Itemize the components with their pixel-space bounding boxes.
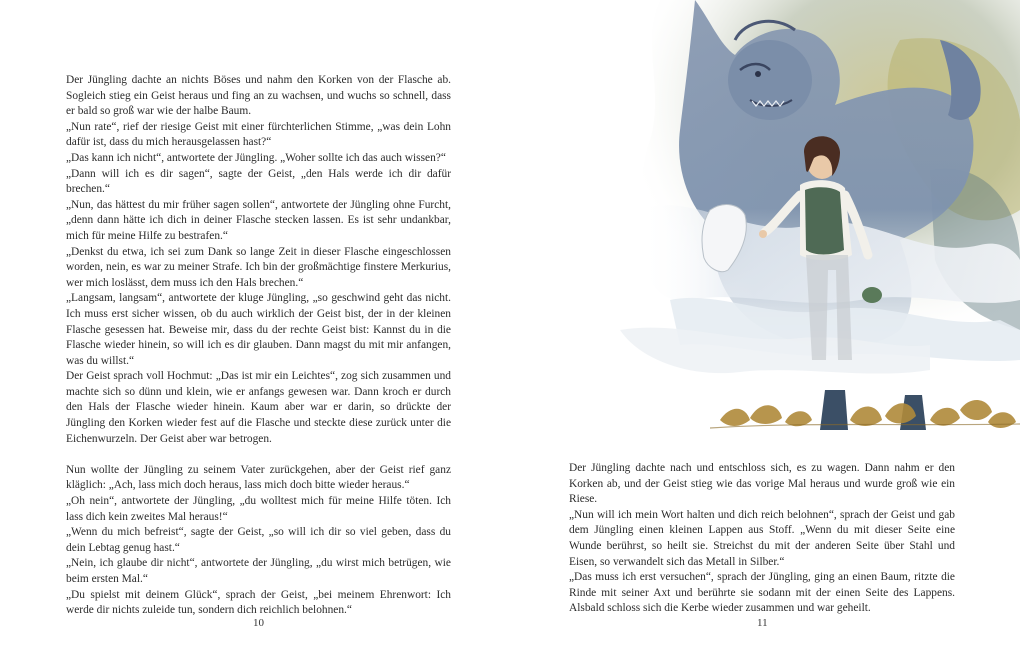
- paragraph: „Nun, das hättest du mir früher sagen sollen“, antwortete der Jüngling ohne Furcht, „denn dann hätte ich dich in deiner Flasche stecken lassen. Es ist sehr undankbar, mich für meine Hilfe zu bestrafen.“: [66, 198, 451, 242]
- right-page: [510, 0, 1020, 664]
- paragraph: „Wenn du mich befreist“, sagte der Geist, „so will ich dir so viel geben, dass du dein Lebtag genug hast.“: [66, 526, 451, 554]
- paragraph: „Das kann ich nicht“, antwortete der Jüngling. „Woher sollte ich das auch wissen?“: [66, 151, 446, 164]
- paragraph: Der Jüngling dachte nach und entschloss sich, es zu wagen. Dann nahm er den Korken ab, und der Geist stieg wie das vorige Mal heraus und wurde groß wie ein Riese.: [569, 462, 955, 506]
- paragraph: Der Jüngling dachte an nichts Böses und nahm den Korken von der Flasche ab. Sogleich stieg ein Geist heraus und fing an zu wachsen, und wuchs so schnell, dass er bald so groß war wie der halbe Baum.: [66, 74, 451, 118]
- genie-illustration: [600, 0, 1020, 445]
- right-page-text: [569, 461, 955, 617]
- paragraph: „Langsam, langsam“, antwortete der kluge Jüngling, „so geschwind geht das nicht. Ich muss erst sicher wissen, ob du auch wirklich der Geist bist, der in der kleinen Flasche gesessen hat. Beweise mir, dass du der rechte Geist bist: Kannst du in die Flasche wieder hinein, so will ich es dir glauben. Dann magst du mit mir anfangen, was du willst.“: [66, 292, 451, 367]
- paragraph: „Das muss ich erst versuchen“, sprach der Jüngling, ging an einen Baum, ritzte die Rinde mit seiner Axt und berührte sie sodann mit der einen Seite des Lappens. Alsbald schloss sich die Kerbe wieder zusammen und war geheilt.: [569, 571, 955, 615]
- page-number-right: 11: [757, 617, 768, 629]
- paragraph: „Du spielst mit deinem Glück“, sprach der Geist, „bei meinem Ehrenwort: Ich werde dir nichts zuleide tun, sondern dich reichlich belohnen.“: [66, 588, 451, 617]
- paragraph: „Nun rate“, rief der riesige Geist mit einer fürchterlichen Stimme, „was dein Lohn dafür ist, dass du mich herausgelassen hast?“: [66, 120, 451, 149]
- section-gap: [66, 447, 451, 463]
- paragraph: „Denkst du etwa, ich sei zum Dank so lange Zeit in dieser Flasche eingeschlossen worden, nein, es war zu meiner Strafe. Ich bin der großmächtige finstere Merkurius, wer mich loslässt, dem muss ich den Hals brechen.“: [66, 245, 451, 289]
- paragraph: „Nein, ich glaube dir nicht“, antwortete der Jüngling, „du wirst mich betrügen, wie beim ersten Mal.“: [66, 557, 451, 585]
- paragraph: „Oh nein“, antwortete der Jüngling, „du wolltest mich für meine Hilfe töten. Ich lass dich kein zweites Mal heraus!“: [66, 495, 451, 523]
- paragraph: Nun wollte der Jüngling zu seinem Vater zurückgehen, aber der Geist rief ganz kläglich: „Ach, lass mich doch heraus, lass mich doch bitte wieder heraus.“: [66, 463, 451, 492]
- paragraph: „Dann will ich es dir sagen“, sagte der Geist, „den Hals werde ich dir dafür brechen.“: [66, 167, 451, 196]
- leaves: [720, 400, 1016, 428]
- left-page-text: [66, 73, 451, 619]
- page-number-left: 10: [253, 617, 264, 629]
- paragraph: „Nun will ich mein Wort halten und dich reich belohnen“, sprach der Geist und gab dem Jüngling einen kleinen Lappen aus Stoff. „Wenn du mit dieser Seite eine Wunde berührst, so heilt sie. Streichst du mit der anderen Seite über Stahl und Eisen, so verwandelt sich das Metall in Silber.“: [569, 508, 955, 568]
- paragraph: Der Geist sprach voll Hochmut: „Das ist mir ein Leichtes“, zog sich zusammen und machte sich so dünn und klein, wie er anfangs gewesen war. Dann kroch er durch den Hals der Flasche wieder hinein. Kaum aber war er darin, so drückte der Jüngling den Korken wieder fest auf die Flasche und steckte diese zurück unter die Eichenwurzeln. Der Geist aber war betrogen.: [66, 370, 451, 445]
